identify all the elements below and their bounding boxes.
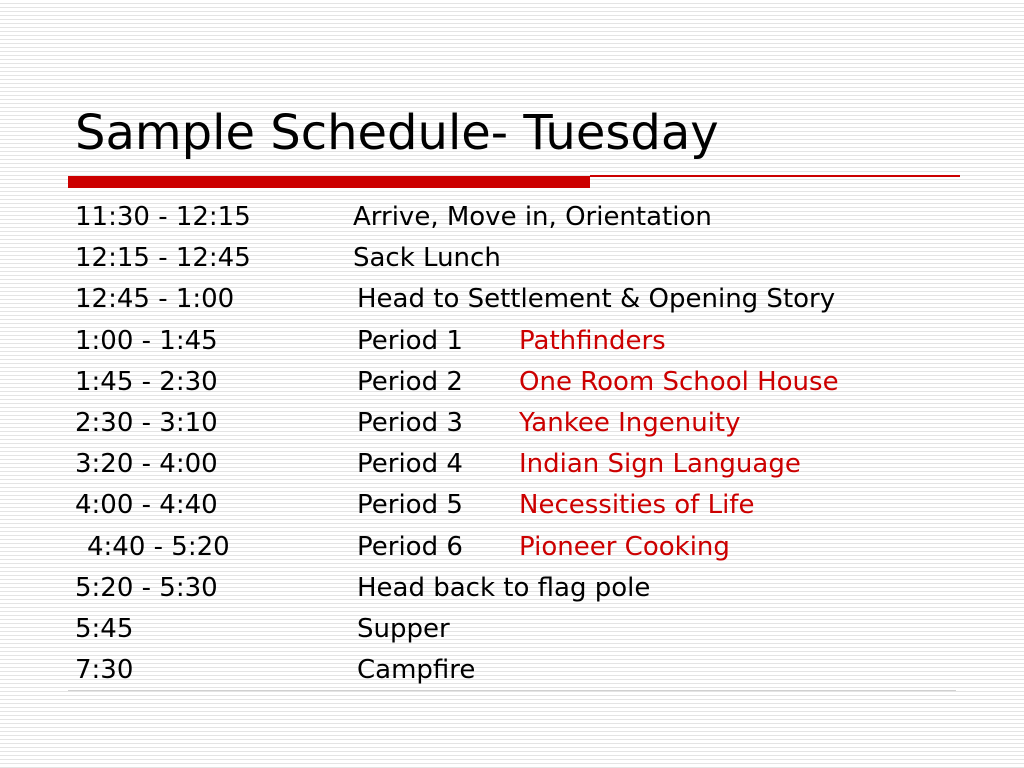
schedule-row xyxy=(0,444,1024,485)
row-activity: Pioneer Cooking xyxy=(519,531,730,562)
row-time: 3:20 - 4:00 xyxy=(75,449,218,480)
schedule-row xyxy=(0,403,1024,444)
row-period: Period 3 xyxy=(357,407,463,438)
bottom-divider xyxy=(68,690,956,691)
row-period: Period 2 xyxy=(357,366,463,397)
row-period: Period 6 xyxy=(357,531,463,562)
row-description: Supper xyxy=(357,613,450,644)
row-time: 12:45 - 1:00 xyxy=(75,284,235,315)
row-period: Period 4 xyxy=(357,449,463,480)
row-period: Period 1 xyxy=(357,325,463,356)
row-time: 7:30 xyxy=(75,655,134,686)
row-description: Sack Lunch xyxy=(353,243,501,274)
row-time: 12:15 - 12:45 xyxy=(75,243,251,274)
row-activity: Pathfinders xyxy=(519,325,666,356)
schedule-row xyxy=(0,650,1024,691)
schedule-row xyxy=(0,609,1024,650)
schedule-row xyxy=(0,362,1024,403)
schedule-row xyxy=(0,485,1024,526)
title-accent-bar xyxy=(68,176,590,188)
row-time: 5:20 - 5:30 xyxy=(75,572,218,603)
schedule-row xyxy=(0,197,1024,238)
row-time: 1:00 - 1:45 xyxy=(75,325,218,356)
schedule-list xyxy=(0,197,1024,691)
row-description: Campfire xyxy=(357,655,476,686)
row-time: 4:00 - 4:40 xyxy=(75,490,218,521)
row-period: Period 5 xyxy=(357,490,463,521)
row-activity: One Room School House xyxy=(519,366,839,397)
row-time: 5:45 xyxy=(75,613,134,644)
row-description: Head to Settlement & Opening Story xyxy=(357,284,836,315)
row-activity: Necessities of Life xyxy=(519,490,755,521)
schedule-row xyxy=(0,568,1024,609)
schedule-row xyxy=(0,527,1024,568)
schedule-row xyxy=(0,238,1024,279)
row-time: 1:45 - 2:30 xyxy=(75,366,218,397)
title-underline-rule xyxy=(590,175,960,177)
row-description: Arrive, Move in, Orientation xyxy=(353,202,712,232)
row-activity: Yankee Ingenuity xyxy=(519,407,741,438)
schedule-row xyxy=(0,321,1024,362)
row-description: Head back to flag pole xyxy=(357,572,651,603)
row-time: 4:40 - 5:20 xyxy=(87,531,230,562)
row-activity: Indian Sign Language xyxy=(519,449,801,480)
row-time: 11:30 - 12:15 xyxy=(75,202,251,232)
row-time: 2:30 - 3:10 xyxy=(75,407,218,438)
schedule-row xyxy=(0,279,1024,320)
slide-title: Sample Schedule- Tuesday xyxy=(75,105,719,161)
